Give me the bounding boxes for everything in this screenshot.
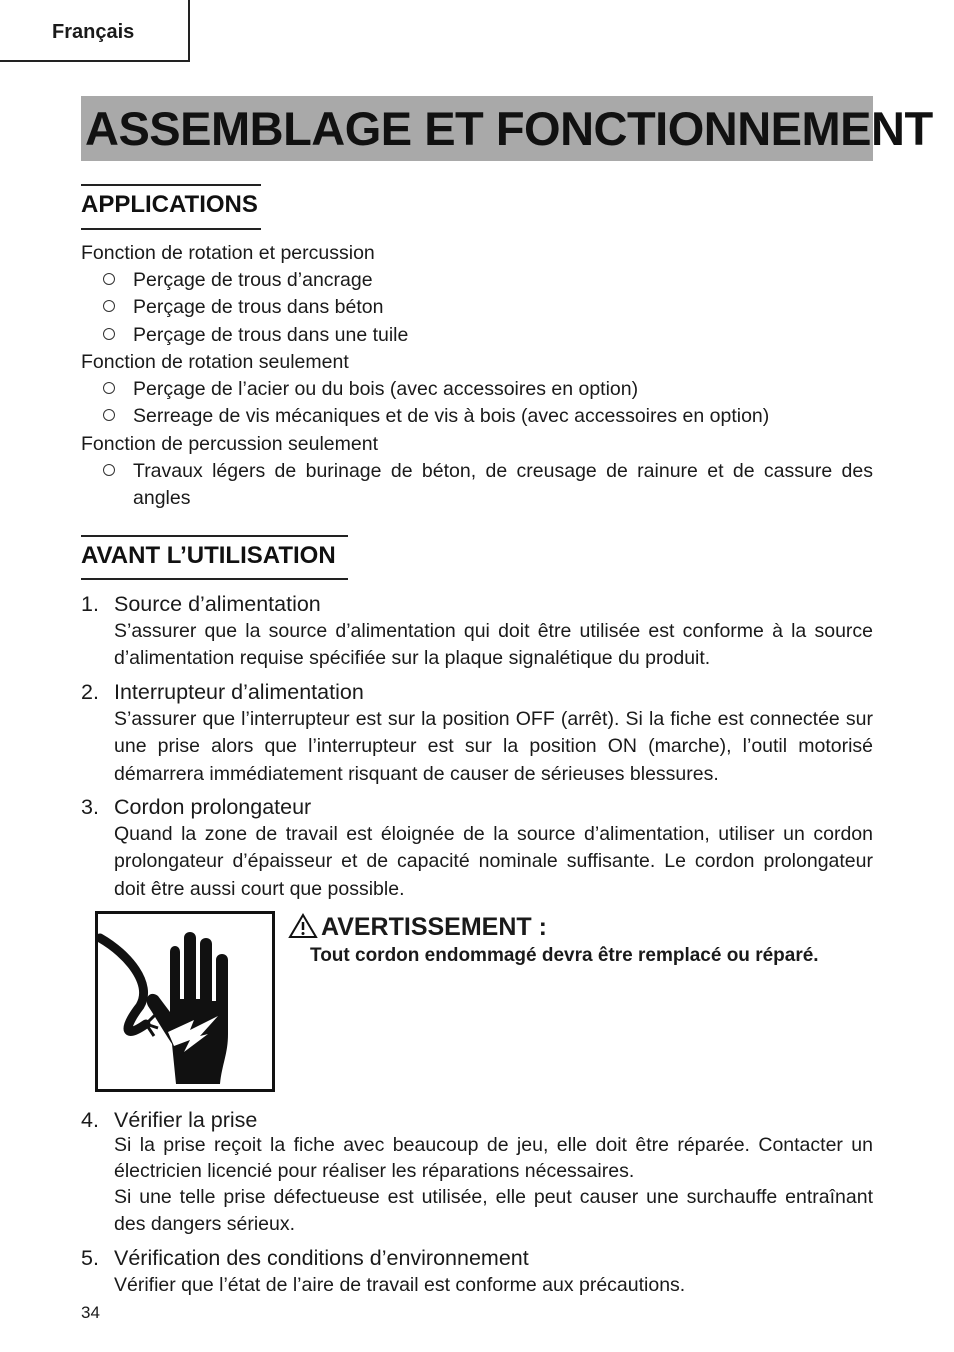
page-title-bar [81, 96, 933, 161]
warning-title [288, 912, 547, 942]
item-text: Si la prise reçoit la fiche avec beaucoup de jeu, elle doit être réparée. Contacter un électricien licencié pour réaliser les réparations nécessaires. [114, 1134, 873, 1182]
bullet-circle-icon [103, 328, 115, 340]
application-item: Perçage de l’acier ou du bois (avec accessoires en option) [133, 378, 639, 400]
bullet-circle-icon [103, 382, 115, 394]
item-title: Source d’alimentation [114, 592, 321, 616]
warning-title-text: AVERTISSEMENT : [321, 913, 547, 941]
bullet-circle-icon [103, 273, 115, 285]
item-text: Quand la zone de travail est éloignée de la source d’alimentation, utiliser un cordon prolongateur d’épaisseur et de capacité nominale suffisante. Le cordon prolongateur doit être aussi court que possible. [114, 823, 873, 900]
language-label: Français [52, 21, 135, 43]
application-item: Perçage de trous d’ancrage [133, 269, 373, 291]
item-text: Vérifier que l’état de l’aire de travail est conforme aux précautions. [114, 1274, 686, 1296]
item-title: Vérifier la prise [114, 1108, 258, 1132]
item-title: Interrupteur d’alimentation [114, 680, 364, 704]
electric-shock-hand-icon [95, 911, 275, 1092]
item-number: 4. [81, 1108, 99, 1132]
item-number: 5. [81, 1246, 99, 1270]
section-heading-avant-utilisation: AVANT L’UTILISATION [81, 535, 348, 580]
page-title: ASSEMBLAGE ET FONCTIONNEMENT [85, 102, 933, 155]
item-number: 3. [81, 795, 99, 819]
application-item: Travaux légers de burinage de béton, de creusage de rainure et de cassure des angles [133, 460, 873, 510]
warning-text: Tout cordon endommagé devra être remplacé ou réparé. [310, 945, 819, 966]
bullet-circle-icon [103, 300, 115, 312]
item-title: Vérification des conditions d’environnement [114, 1246, 529, 1270]
application-item: Perçage de trous dans une tuile [133, 324, 409, 346]
application-group-label: Fonction de percussion seulement [81, 433, 379, 455]
item-number: 1. [81, 592, 99, 616]
bullet-circle-icon [103, 409, 115, 421]
page-number: 34 [81, 1303, 100, 1322]
item-text: S’assurer que la source d’alimentation qui doit être utilisée est conforme à la source d’alimentation requise spécifiée sur la plaque signalétique du produit. [114, 620, 873, 670]
application-group-label: Fonction de rotation seulement [81, 351, 349, 373]
item-number: 2. [81, 680, 99, 704]
bullet-circle-icon [103, 464, 115, 476]
warning-triangle-icon [288, 913, 318, 939]
application-group-label: Fonction de rotation et percussion [81, 242, 375, 264]
application-item: Serreage de vis mécaniques et de vis à bois (avec accessoires en option) [133, 405, 770, 427]
language-tab [0, 0, 190, 62]
section-heading-applications: APPLICATIONS [81, 184, 261, 230]
item-text: S’assurer que l’interrupteur est sur la position OFF (arrêt). Si la fiche est connectée sur une prise alors que l’interrupteur est sur la position ON (marche), l’outil motorisé démarrera immédiatement risquant de causer de sérieuses blessures. [114, 708, 873, 785]
application-item: Perçage de trous dans béton [133, 296, 384, 318]
item-title: Cordon prolongateur [114, 795, 312, 819]
item-text-continued: Si une telle prise défectueuse est utilisée, elle peut causer une surchauffe entraînant des dangers sérieux. [114, 1186, 873, 1236]
